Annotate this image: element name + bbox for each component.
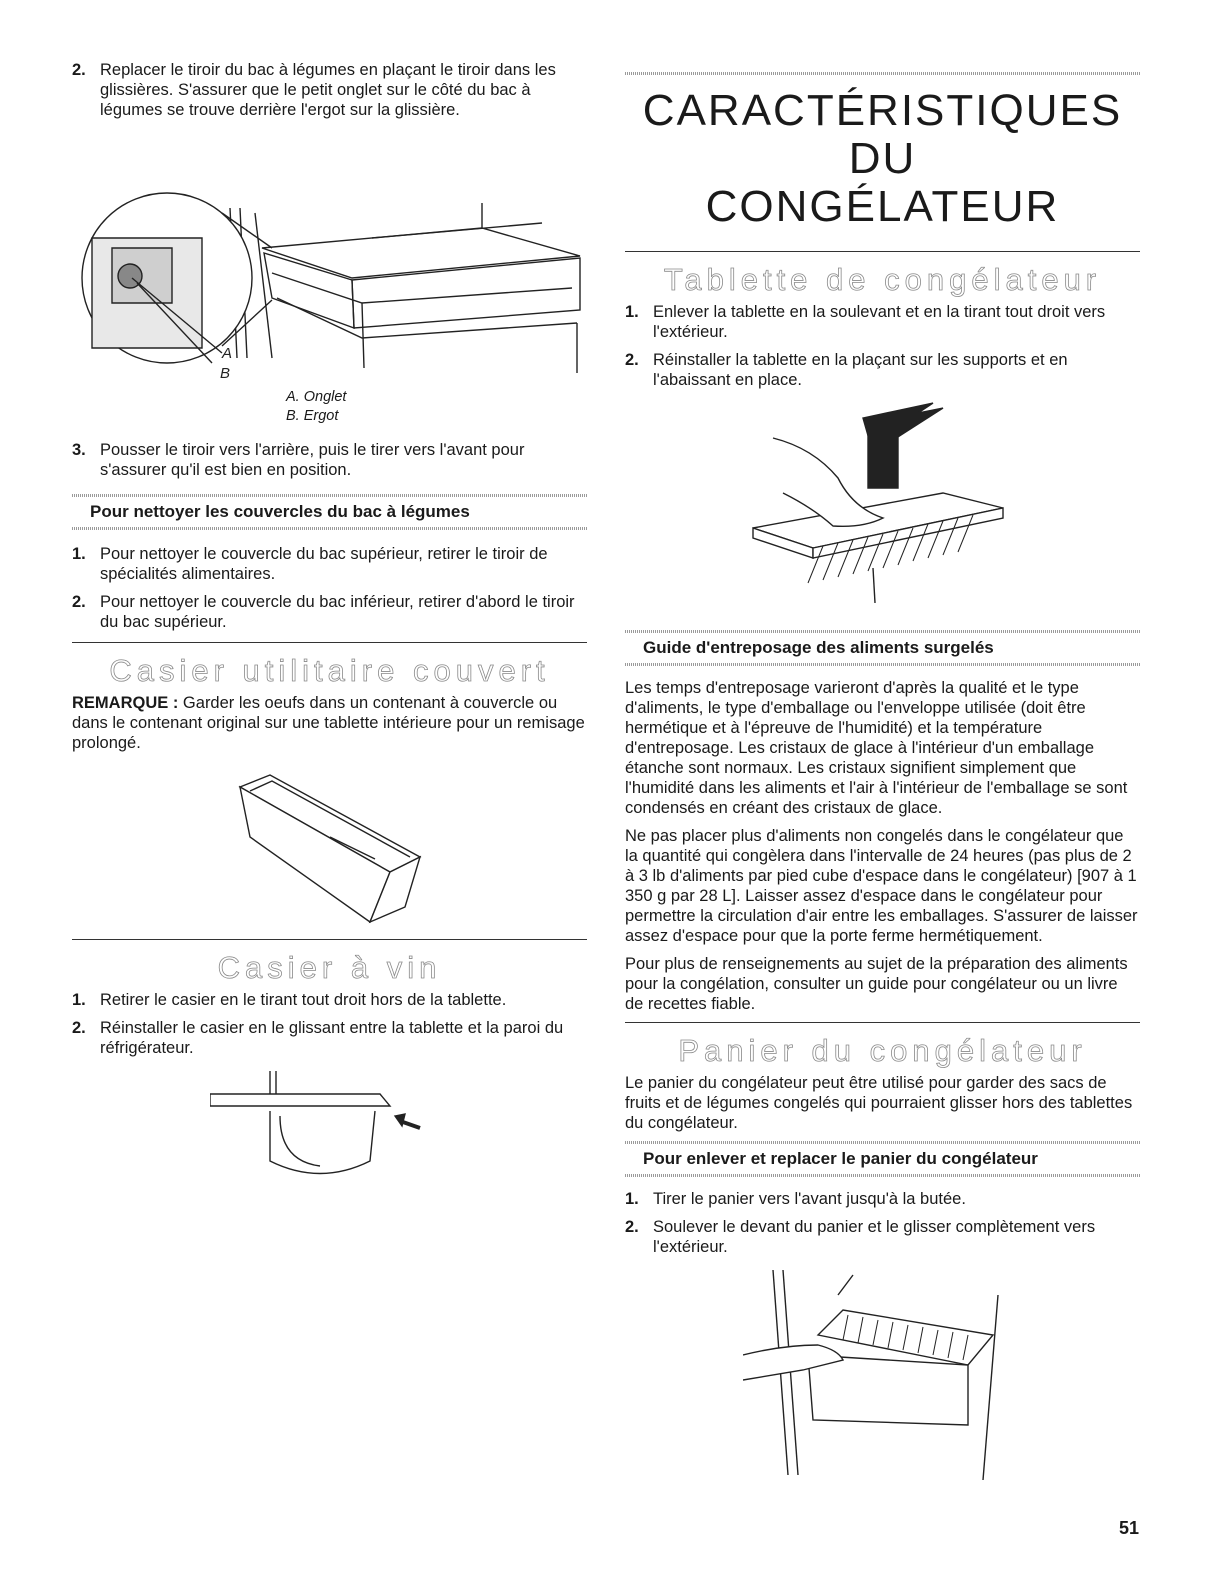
step-text: Soulever le devant du panier et le glisser complètement vers l'extérieur. <box>653 1218 1096 1256</box>
title-line-1: CARACTÉRISTIQUES DU <box>642 86 1123 183</box>
freezer-shelf-heading: Tablette de congélateur <box>663 262 1102 297</box>
covers-heading: Pour nettoyer les couvercles du bac à légumes <box>90 502 470 521</box>
freezer-basket-illustration <box>743 1265 1023 1485</box>
section-title <box>625 87 1140 231</box>
crisper-drawer-illustration <box>72 128 592 378</box>
right-column <box>625 72 1140 1485</box>
step-text: Replacer le tiroir du bac à légumes en plaçant le tiroir dans les glissières. S'assurer que le petit onglet sur le côté du bac à légumes se trouve derrière l'ergot sur la glissière. <box>100 61 556 119</box>
step-text: Réinstaller la tablette en la plaçant sur les supports et en l'abaissant en place. <box>653 351 1068 389</box>
crisper-step-3 <box>72 440 587 480</box>
step-number: 1. <box>625 1190 639 1208</box>
step-text: Réinstaller le casier en le glissant entre la tablette et la paroi du réfrigérateur. <box>100 1019 564 1057</box>
note-label: REMARQUE : <box>72 694 179 712</box>
wine-step <box>72 990 587 1010</box>
wine-rack-illustration <box>210 1066 450 1186</box>
page-number: 51 <box>1118 1518 1139 1538</box>
step-number: 1. <box>625 303 639 321</box>
divider <box>625 251 1140 252</box>
divider <box>625 663 1140 666</box>
divider <box>72 642 587 643</box>
divider <box>625 1022 1140 1023</box>
basket-paragraph: Le panier du congélateur peut être utilisé pour garder des sacs de fruits et de légumes congelés qui pourraient glisser hors des tablettes du congélateur. <box>625 1074 1133 1132</box>
basket-sub-heading: Pour enlever et replacer le panier du congélateur <box>643 1149 1038 1168</box>
shelf-step <box>625 302 1140 342</box>
step-text: Pour nettoyer le couvercle du bac supérieur, retirer le tiroir de spécialités alimentaires. <box>100 545 548 583</box>
covers-step <box>72 592 587 632</box>
step-text: Pousser le tiroir vers l'arrière, puis le tirer vers l'avant pour s'assurer qu'il est bien en position. <box>100 441 525 479</box>
divider <box>625 1174 1140 1177</box>
covers-step <box>72 544 587 584</box>
step-number: 2. <box>72 61 86 79</box>
step-text: Tirer le panier vers l'avant jusqu'à la butée. <box>653 1190 966 1208</box>
utility-note <box>72 693 587 753</box>
crisper-step-2 <box>72 60 587 120</box>
note-text: Garder les oeufs dans un contenant à couvercle ou dans le contenant original sur une tablette intérieure pour un remisage prolongé. <box>72 694 585 752</box>
title-line-2: CONGÉLATEUR <box>705 182 1060 231</box>
freezer-shelf-illustration <box>743 398 1023 608</box>
divider <box>625 72 1140 75</box>
guide-paragraph: Ne pas placer plus d'aliments non congelés dans le congélateur que la quantité qui congèlera dans l'intervalle de 24 heures (pas plus de 2 à 3 lb d'aliments par pied cube d'espace dans le congélateur) [907 à 1 350 g par 28 L]. Laisser assez d'espace dans le congélateur pour permettre la circulation d'air entre les emballages. S'assurer de laisser assez d'espace pour que la porte ferme hermétiquement. <box>625 827 1138 945</box>
step-number: 1. <box>72 545 86 563</box>
step-number: 2. <box>72 1019 86 1037</box>
freezer-basket-heading: Panier du congélateur <box>678 1033 1087 1068</box>
utility-bin-heading: Casier utilitaire couvert <box>109 653 550 688</box>
shelf-step <box>625 350 1140 390</box>
wine-step <box>72 1018 587 1058</box>
callout-b: B <box>220 365 231 378</box>
step-number: 2. <box>625 1218 639 1236</box>
wine-rack-heading: Casier à vin <box>217 950 442 985</box>
basket-step <box>625 1217 1140 1257</box>
divider <box>72 527 587 530</box>
step-text: Pour nettoyer le couvercle du bac inférieur, retirer d'abord le tiroir du bac supérieur. <box>100 593 575 631</box>
step-text: Enlever la tablette en la soulevant et en la tirant tout droit vers l'extérieur. <box>653 303 1106 341</box>
step-text: Retirer le casier en le tirant tout droit hors de la tablette. <box>100 991 507 1009</box>
step-number: 3. <box>72 441 86 459</box>
caption-a: A. Onglet <box>286 389 347 405</box>
basket-step <box>625 1189 1140 1209</box>
storage-guide-heading: Guide d'entreposage des aliments surgelés <box>643 638 994 657</box>
step-number: 2. <box>72 593 86 611</box>
callout-a: A <box>222 345 233 362</box>
guide-paragraph: Pour plus de renseignements au sujet de la préparation des aliments pour la congélation, consulter un guide pour congélateur ou un livre de recettes fiable. <box>625 955 1128 1013</box>
step-number: 2. <box>625 351 639 369</box>
caption-b: B. Ergot <box>286 408 339 424</box>
guide-paragraph: Les temps d'entreposage varieront d'après la qualité et le type d'aliments, le type d'emballage ou l'enveloppe utilisée (doit être hermétique et à l'épreuve de l'humidité) et la température d'entreposage. Les cristaux de glace à l'intérieur d'un emballage étanche sont normaux. Les cristaux signifient simplement que l'humidité dans les aliments et l'air à l'intérieur de l'emballage se sont condensés en créant des cristaux de glace. <box>625 679 1128 817</box>
step-number: 1. <box>72 991 86 1009</box>
utility-bin-illustration <box>230 767 430 927</box>
left-column <box>72 60 587 1186</box>
divider <box>72 939 587 940</box>
